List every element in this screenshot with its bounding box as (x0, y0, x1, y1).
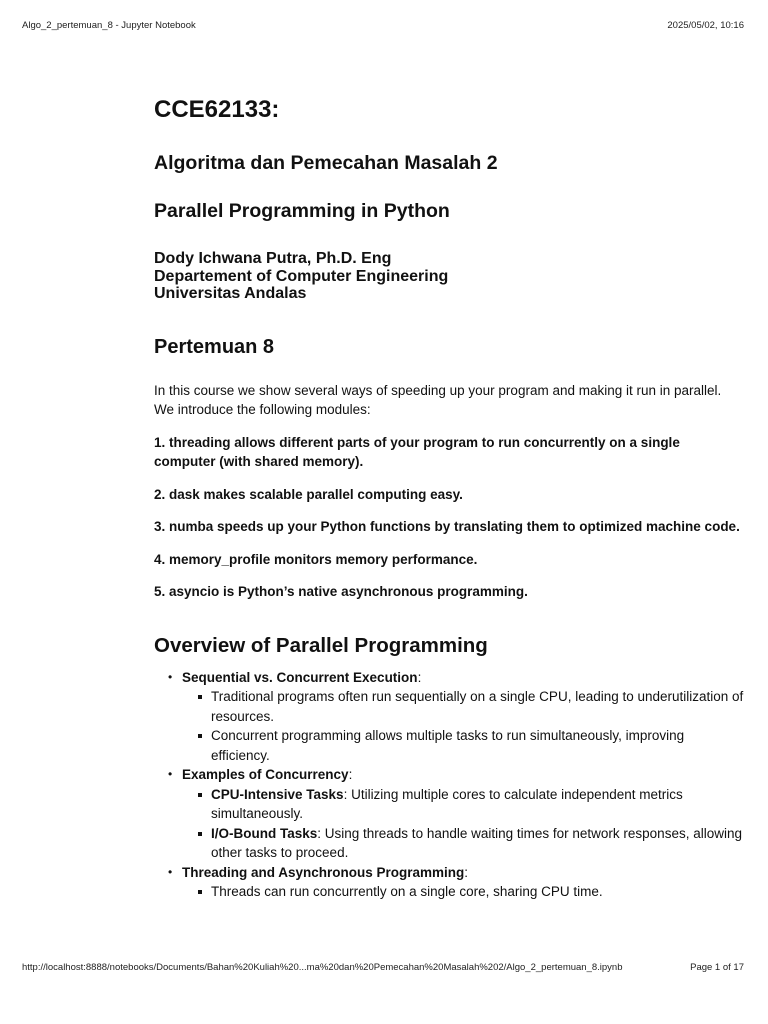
overview-item-label: Examples of Concurrency (182, 767, 349, 782)
print-header-title: Algo_2_pertemuan_8 - Jupyter Notebook (22, 20, 196, 31)
notebook-content (154, 94, 744, 902)
overview-item: • Examples of Concurrency: CPU-Intensive Tasks: Utilizing multiple cores to calculate independent metrics simultaneously. I/O-Bound Tasks: Using threads to handle waiting times for network responses, allowing other tasks to proceed. (182, 765, 744, 863)
overview-sublist (182, 785, 744, 863)
meeting-heading: Pertemuan 8 (154, 335, 275, 358)
author-name: Dody Ichwana Putra, Ph.D. Eng (154, 250, 392, 267)
module-item: 4. memory_profile monitors memory performance. (154, 551, 478, 567)
overview-heading: Overview of Parallel Programming (154, 633, 488, 657)
author-department: Departement of Computer Engineering (154, 267, 449, 285)
print-footer-url: http://localhost:8888/notebooks/Documents/Bahan%20Kuliah%20...ma%20dan%20Pemecahan%20Masalah%202/Algo_2_pertemuan_8.ipynb (22, 962, 623, 973)
author-block (154, 250, 744, 303)
module-item: 1. threading allows different parts of your program to run concurrently on a single computer (with shared memory). (154, 434, 680, 469)
overview-item: • Sequential vs. Concurrent Execution: Traditional programs often run sequentially on a single CPU, leading to underutilization of resources. Concurrent programming allows multiple tasks to run simultaneously, improving efficiency. (182, 668, 744, 766)
overview-item: • Threading and Asynchronous Programming: Threads can run concurrently on a single core, sharing CPU time. (182, 863, 744, 902)
course-name-heading: Algoritma dan Pemecahan Masalah 2 (154, 152, 498, 174)
author-university: Universitas Andalas (154, 285, 307, 302)
topic-heading: Parallel Programming in Python (154, 200, 450, 222)
course-code-heading: CCE62133: (154, 96, 280, 123)
overview-sublist (182, 687, 744, 765)
overview-item-label: Threading and Asynchronous Programming (182, 864, 465, 880)
module-item: 5. asyncio is Python’s native asynchronous programming. (154, 584, 528, 599)
overview-sublist (182, 882, 744, 902)
overview-item-label: Sequential vs. Concurrent Execution (182, 669, 418, 685)
overview-subitem: I/O-Bound Tasks: Using threads to handle waiting times for network responses, allowing other tasks to proceed. (211, 824, 744, 863)
overview-subitem: Traditional programs often run sequentially on a single CPU, leading to underutilization of resources. (211, 687, 744, 726)
overview-subitem: CPU-Intensive Tasks: Utilizing multiple cores to calculate independent metrics simultaneously. (211, 785, 744, 824)
module-item: 2. dask makes scalable parallel computing easy. (154, 486, 463, 502)
intro-paragraph: In this course we show several ways of speeding up your program and making it run in parallel. We introduce the following modules: (154, 382, 722, 417)
print-header-datetime: 2025/05/02, 10:16 (667, 20, 744, 31)
overview-list (154, 668, 744, 902)
overview-subitem: Threads can run concurrently on a single core, sharing CPU time. (211, 882, 744, 902)
module-item: 3. numba speeds up your Python functions by translating them to optimized machine code. (154, 519, 740, 534)
print-footer-page: Page 1 of 17 (690, 962, 744, 973)
overview-subitem: Concurrent programming allows multiple tasks to run simultaneously, improving efficiency. (211, 726, 744, 765)
